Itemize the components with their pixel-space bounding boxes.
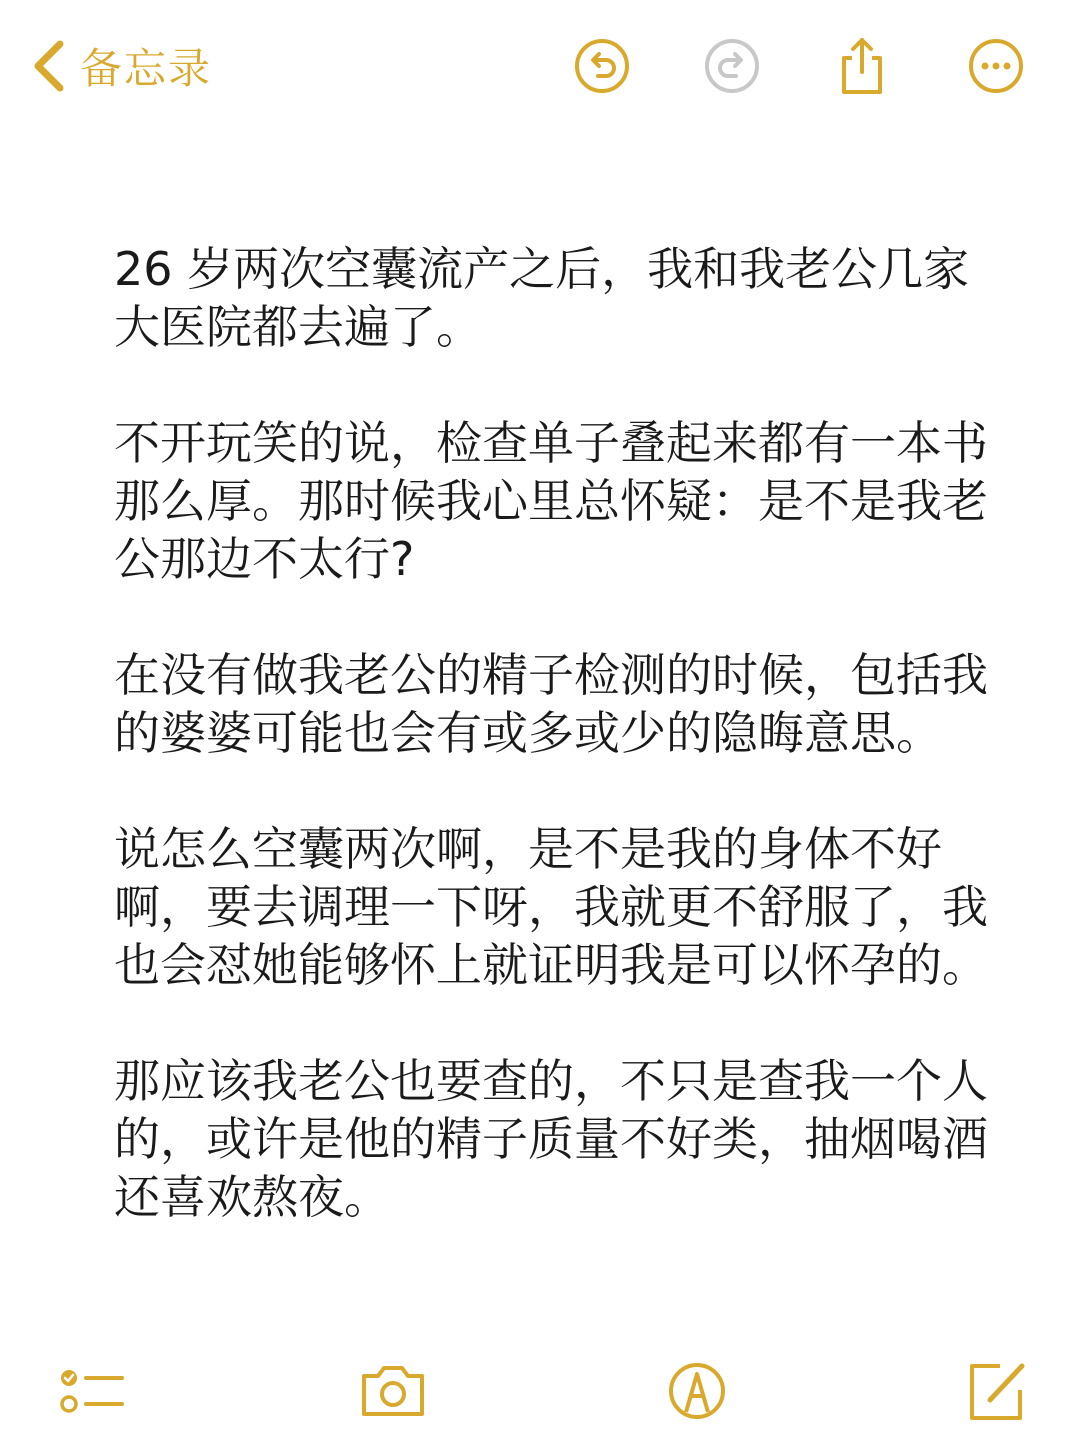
compose-icon [962, 1356, 1032, 1426]
share-icon [832, 36, 892, 96]
more-icon [966, 36, 1026, 96]
redo-button[interactable] [702, 36, 762, 96]
back-label: 备忘录 [80, 44, 213, 93]
note-paragraph: 说怎么空囊两次啊，是不是我的身体不好啊，要去调理一下呀，我就更不舒服了，我也会怼她能够怀上就证明我是可以怀孕的。 [114, 822, 988, 992]
compose-button[interactable] [962, 1356, 1032, 1426]
note-paragraph: 那应该我老公也要查的，不只是查我一个人的，或许是他的精子质量不好类，抽烟喝酒还喜欢熬夜。 [114, 1054, 988, 1224]
share-button[interactable] [832, 36, 892, 96]
markup-icon [662, 1356, 732, 1426]
note-body[interactable] [114, 240, 994, 1284]
chevron-left-icon [30, 36, 70, 96]
camera-icon [358, 1356, 428, 1426]
checklist-icon [58, 1356, 128, 1426]
bottom-toolbar [0, 1350, 1080, 1430]
camera-button[interactable] [358, 1356, 428, 1426]
redo-icon [702, 36, 762, 96]
undo-icon [572, 36, 632, 96]
note-paragraph: 26 岁两次空囊流产之后，我和我老公几家大医院都去遍了。 [114, 242, 970, 354]
back-button[interactable] [30, 36, 212, 96]
note-paragraph: 在没有做我老公的精子检测的时候，包括我的婆婆可能也会有或多或少的隐晦意思。 [114, 648, 988, 760]
more-button[interactable] [966, 36, 1026, 96]
markup-button[interactable] [662, 1356, 732, 1426]
note-paragraph: 不开玩笑的说，检查单子叠起来都有一本书那么厚。那时候我心里总怀疑：是不是我老公那边不太行? [114, 416, 988, 586]
checklist-button[interactable] [58, 1356, 128, 1426]
undo-button[interactable] [572, 36, 632, 96]
navigation-bar [0, 0, 1080, 140]
